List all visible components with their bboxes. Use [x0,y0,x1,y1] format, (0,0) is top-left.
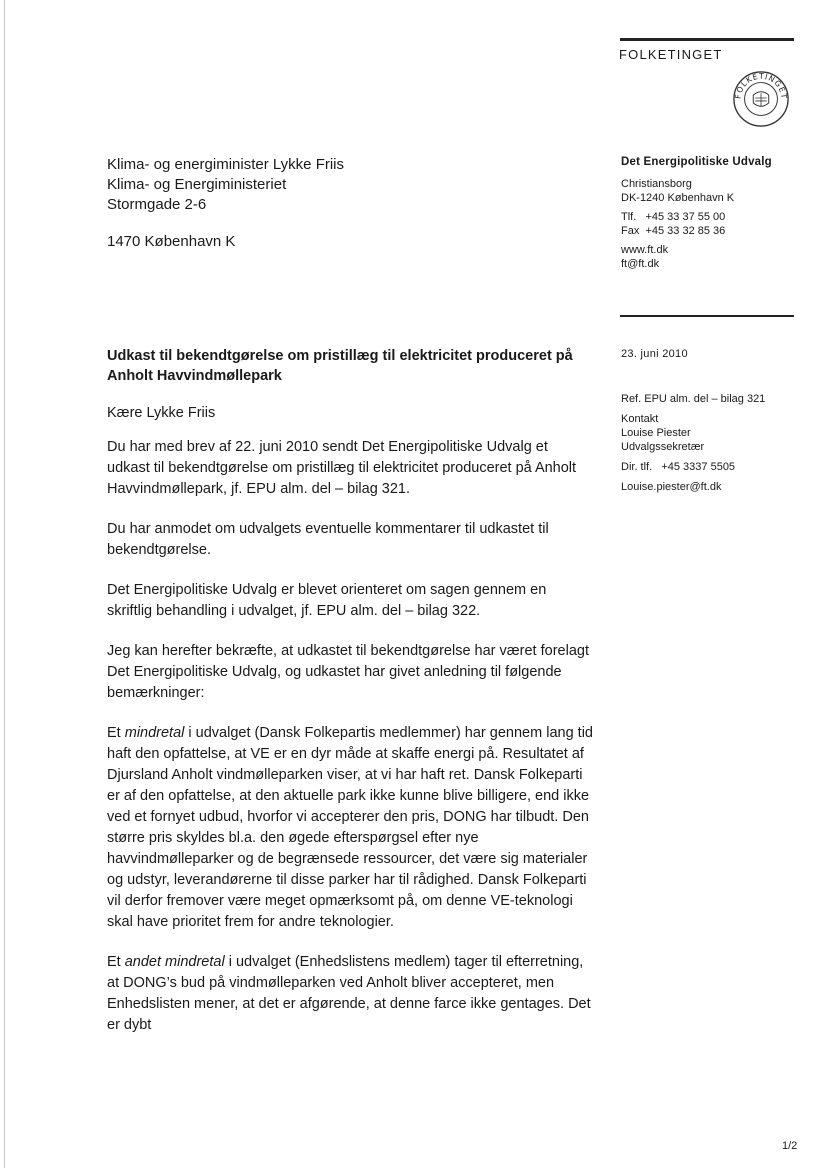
committee-address-2: DK-1240 København K [621,192,735,204]
recipient-city: 1470 København K [107,233,236,250]
paragraph-2: Du har anmodet om udvalgets eventuelle kommentarer til udkastet til bekendtgørelse. [107,521,549,558]
reference: Ref. EPU alm. del – bilag 321 [621,393,766,405]
header-rule [620,38,794,41]
committee-name: Det Energipolitiske Udvalg [621,156,772,168]
minority-term: mindretal [124,725,185,741]
committee-email-link[interactable]: ft@ft.dk [621,258,660,270]
contact-label: Kontakt [621,413,659,425]
contact-title: Udvalgssekretær [621,441,705,453]
direct-phone: Dir. tlf. +45 3337 5505 [621,461,736,473]
recipient-ministry: Klima- og Energiministeriet [107,176,287,193]
folketinget-seal-icon [732,70,790,128]
letter-date: 23. juni 2010 [621,348,688,360]
salutation: Kære Lykke Friis [107,405,216,421]
seal-text: FOLKETINGET [733,71,789,100]
recipient-street: Stormgade 2-6 [107,196,207,213]
reference-block [621,392,765,494]
committee-fax: Fax +45 33 32 85 36 [621,225,726,237]
page-number: 1/2 [782,1140,798,1152]
committee-address-1: Christiansborg [621,178,692,190]
letter-body [107,403,594,1055]
sidebar-rule [620,315,794,317]
paragraph-4: Jeg kan herefter bekræfte, at udkastet til bekendtgørelse har været forelagt Det Energipolitiske Udvalg, og udkastet har givet anledning til følgende bemærkninger: [107,643,589,701]
committee-web-link[interactable]: www.ft.dk [621,244,669,256]
recipient-address [107,155,344,252]
contact-name: Louise Piester [621,427,691,439]
committee-phone: Tlf. +45 33 37 55 00 [621,211,726,223]
paragraph-1: Du har med brev af 22. juni 2010 sendt Det Energipolitiske Udvalg et udkast til bekendtgørelse om pristillæg til elektricitet produceret på Anholt Havvindmøllepark, jf. EPU alm. del – bilag 321. [107,439,577,497]
page-edge-line [4,0,5,1168]
paragraph-3: Det Energipolitiske Udvalg er blevet orienteret om sagen gennem en skriftlig behandling i udvalget, jf. EPU alm. del – bilag 322. [107,582,547,619]
sender-block [621,155,772,271]
org-name: FOLKETINGET [619,47,723,62]
recipient-name: Klima- og energiminister Lykke Friis [107,156,345,173]
paragraph-6: Et andet mindretal i udvalget (Enhedslistens medlem) tager til efterretning, at DONG’s bud på vindmølleparken ved Anholt bliver accepteret, men Enhedslisten mener, at det er afgørende, at denne farce ikke gentages. Det er dybt [107,954,591,1033]
other-minority-term: andet mindretal [124,954,225,970]
contact-email-link[interactable]: Louise.piester@ft.dk [621,481,722,493]
letter-subject: Udkast til bekendtgørelse om pristillæg til elektricitet produceret på Anholt Havvindmøllepark [107,348,573,384]
paragraph-5: Et mindretal i udvalget (Dansk Folkepartis medlemmer) har gennem lang tid haft den opfattelse, at VE er en dyr måde at skaffe energi på. Resultatet af Djursland Anholt vindmølleparken viser, at vi har haft ret. Dansk Folkeparti er af den opfattelse, at den aktuelle park ikke kunne blive billigere, end ikke ved et fornyet udbud, hvorfor vi accepterer den pris, DONG har tilbudt. Den større pris skyldes bl.a. den øgede efterspørgsel efter nye havvindmølleparker og de begrænsede ressourcer, det være sig materialer og udstyr, leverandørerne til disse parker har til rådighed. Dansk Folkeparti vil derfor fremover være meget opmærksomt på, om denne VE-teknologi skal have prioritet frem for andre teknologier. [107,725,593,930]
